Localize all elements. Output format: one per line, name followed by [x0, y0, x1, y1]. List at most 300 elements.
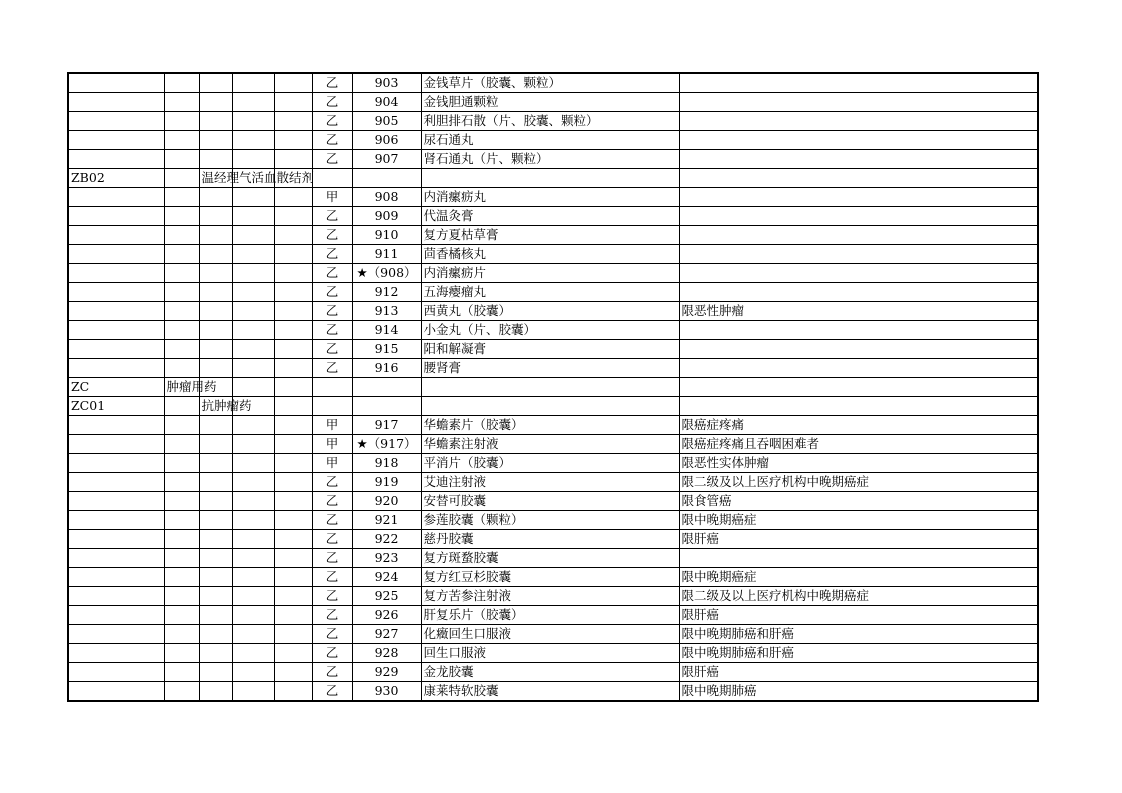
category-code-cell [68, 416, 164, 435]
remark-cell: 限恶性实体肿瘤 [679, 454, 1038, 473]
table-row [68, 340, 1038, 359]
table-row [68, 378, 1038, 397]
drug-name-cell: 康莱特软胶囊 [421, 682, 679, 702]
level4-empty-cell [274, 587, 312, 606]
level3-empty-cell [232, 226, 274, 245]
remark-cell [679, 150, 1038, 169]
drug-class-cell [312, 397, 352, 416]
level2-name-cell [199, 226, 232, 245]
table-row [68, 283, 1038, 302]
category-code-cell [68, 188, 164, 207]
level3-empty-cell [232, 416, 274, 435]
level4-empty-cell [274, 511, 312, 530]
table-row [68, 226, 1038, 245]
remark-cell: 限癌症疼痛 [679, 416, 1038, 435]
level1-name-cell [164, 245, 199, 264]
level2-name-cell [199, 359, 232, 378]
drug-number-cell: 915 [352, 340, 421, 359]
table-row [68, 473, 1038, 492]
table-row [68, 321, 1038, 340]
drug-name-cell: 参莲胶囊（颗粒） [421, 511, 679, 530]
level4-empty-cell [274, 530, 312, 549]
table-row [68, 454, 1038, 473]
level3-empty-cell [232, 473, 274, 492]
drug-class-cell: 乙 [312, 606, 352, 625]
level2-name-cell [199, 454, 232, 473]
drug-name-cell [421, 397, 679, 416]
level3-empty-cell [232, 644, 274, 663]
remark-cell [679, 264, 1038, 283]
drug-number-cell: 919 [352, 473, 421, 492]
drug-class-cell: 乙 [312, 302, 352, 321]
level1-name-cell [164, 112, 199, 131]
level3-empty-cell [232, 264, 274, 283]
drug-number-cell: 924 [352, 568, 421, 587]
level1-name-cell [164, 150, 199, 169]
table-row [68, 511, 1038, 530]
level1-name-cell [164, 283, 199, 302]
drug-name-cell: 复方斑蝥胶囊 [421, 549, 679, 568]
level4-empty-cell [274, 473, 312, 492]
drug-name-cell: 茴香橘核丸 [421, 245, 679, 264]
table-row [68, 169, 1038, 188]
remark-cell: 限中晚期肺癌和肝癌 [679, 644, 1038, 663]
drug-class-cell [312, 169, 352, 188]
category-code-cell [68, 340, 164, 359]
level3-empty-cell [232, 663, 274, 682]
level4-empty-cell [274, 264, 312, 283]
level3-empty-cell [232, 321, 274, 340]
table-row [68, 131, 1038, 150]
drug-class-cell: 甲 [312, 435, 352, 454]
level1-name-cell [164, 302, 199, 321]
level3-empty-cell [232, 549, 274, 568]
level4-empty-cell [274, 93, 312, 112]
level3-empty-cell [232, 73, 274, 93]
drug-name-cell: 华蟾素注射液 [421, 435, 679, 454]
drug-number-cell: 925 [352, 587, 421, 606]
remark-cell [679, 378, 1038, 397]
level3-empty-cell [232, 283, 274, 302]
level4-empty-cell [274, 663, 312, 682]
level2-name-cell [199, 188, 232, 207]
drug-name-cell: 金钱胆通颗粒 [421, 93, 679, 112]
drug-list-table [67, 72, 1039, 702]
drug-name-cell: 腰肾膏 [421, 359, 679, 378]
remark-cell: 限癌症疼痛且吞咽困难者 [679, 435, 1038, 454]
drug-number-cell: 923 [352, 549, 421, 568]
level4-empty-cell [274, 606, 312, 625]
remark-cell: 限中晚期肺癌 [679, 682, 1038, 702]
table-row [68, 435, 1038, 454]
level4-empty-cell [274, 188, 312, 207]
level1-name-cell [164, 644, 199, 663]
level1-name-cell [164, 663, 199, 682]
level1-name-cell [164, 473, 199, 492]
level1-name-cell [164, 435, 199, 454]
level2-name-cell [199, 644, 232, 663]
category-code-cell [68, 511, 164, 530]
level2-name-cell [199, 682, 232, 702]
drug-name-cell: 复方苦参注射液 [421, 587, 679, 606]
drug-class-cell: 乙 [312, 73, 352, 93]
drug-name-cell: 阳和解凝膏 [421, 340, 679, 359]
level1-name-cell [164, 169, 199, 188]
remark-cell [679, 188, 1038, 207]
level3-empty-cell [232, 625, 274, 644]
drug-name-cell [421, 169, 679, 188]
drug-name-cell: 复方红豆杉胶囊 [421, 568, 679, 587]
level1-name-cell [164, 492, 199, 511]
level2-name-cell [199, 549, 232, 568]
remark-cell [679, 226, 1038, 245]
drug-number-cell: 918 [352, 454, 421, 473]
level1-name-cell [164, 93, 199, 112]
drug-name-cell: 肝复乐片（胶囊） [421, 606, 679, 625]
category-code-cell [68, 435, 164, 454]
table-row [68, 207, 1038, 226]
level2-name-cell [199, 416, 232, 435]
level4-empty-cell [274, 73, 312, 93]
level2-name-cell [199, 435, 232, 454]
drug-class-cell: 乙 [312, 112, 352, 131]
level2-name-cell: 抗肿瘤药 [199, 397, 232, 416]
drug-name-cell: 慈丹胶囊 [421, 530, 679, 549]
level3-empty-cell [232, 606, 274, 625]
drug-number-cell: 929 [352, 663, 421, 682]
level3-empty-cell [232, 492, 274, 511]
level3-empty-cell [232, 682, 274, 702]
level2-name-cell [199, 131, 232, 150]
category-code-cell [68, 606, 164, 625]
table-row [68, 302, 1038, 321]
category-code-cell [68, 473, 164, 492]
drug-class-cell: 甲 [312, 454, 352, 473]
level1-name-cell [164, 131, 199, 150]
level3-empty-cell [232, 245, 274, 264]
level1-name-cell [164, 73, 199, 93]
category-code-cell [68, 245, 164, 264]
drug-class-cell: 乙 [312, 264, 352, 283]
drug-class-cell: 乙 [312, 492, 352, 511]
level2-name-cell [199, 93, 232, 112]
level2-name-cell [199, 587, 232, 606]
drug-class-cell: 乙 [312, 568, 352, 587]
category-code-cell [68, 131, 164, 150]
remark-cell: 限中晚期肺癌和肝癌 [679, 625, 1038, 644]
level4-empty-cell [274, 378, 312, 397]
category-code-cell: ZC [68, 378, 164, 397]
drug-name-cell: 金龙胶囊 [421, 663, 679, 682]
table-row [68, 73, 1038, 93]
remark-cell [679, 283, 1038, 302]
drug-name-cell: 尿石通丸 [421, 131, 679, 150]
level4-empty-cell [274, 682, 312, 702]
level1-name-cell [164, 416, 199, 435]
drug-name-cell: 回生口服液 [421, 644, 679, 663]
table-row [68, 568, 1038, 587]
table-row [68, 549, 1038, 568]
level4-empty-cell [274, 150, 312, 169]
level2-name-cell [199, 321, 232, 340]
level2-name-cell [199, 150, 232, 169]
category-code-cell: ZB02 [68, 169, 164, 188]
remark-cell: 限二级及以上医疗机构中晚期癌症 [679, 473, 1038, 492]
level4-empty-cell [274, 397, 312, 416]
level1-name-cell [164, 188, 199, 207]
drug-class-cell: 乙 [312, 587, 352, 606]
category-code-cell [68, 226, 164, 245]
level4-empty-cell [274, 283, 312, 302]
level4-empty-cell [274, 625, 312, 644]
drug-class-cell: 乙 [312, 549, 352, 568]
remark-cell [679, 397, 1038, 416]
drug-name-cell: 艾迪注射液 [421, 473, 679, 492]
drug-class-cell: 乙 [312, 93, 352, 112]
drug-class-cell: 乙 [312, 530, 352, 549]
drug-number-cell: 922 [352, 530, 421, 549]
table-row [68, 625, 1038, 644]
level3-empty-cell [232, 435, 274, 454]
drug-name-cell [421, 378, 679, 397]
drug-number-cell: 904 [352, 93, 421, 112]
level2-name-cell [199, 530, 232, 549]
drug-class-cell: 乙 [312, 131, 352, 150]
category-code-cell [68, 321, 164, 340]
drug-number-cell: 906 [352, 131, 421, 150]
drug-class-cell: 乙 [312, 473, 352, 492]
drug-name-cell: 小金丸（片、胶囊） [421, 321, 679, 340]
level2-name-cell [199, 663, 232, 682]
level1-name-cell [164, 207, 199, 226]
level1-name-cell [164, 587, 199, 606]
remark-cell [679, 169, 1038, 188]
level1-name-cell [164, 397, 199, 416]
level4-empty-cell [274, 340, 312, 359]
drug-number-cell: 920 [352, 492, 421, 511]
level4-empty-cell [274, 131, 312, 150]
drug-number-cell: 909 [352, 207, 421, 226]
table-row [68, 245, 1038, 264]
drug-name-cell: 化癥回生口服液 [421, 625, 679, 644]
level2-name-cell [199, 606, 232, 625]
level2-name-cell [199, 264, 232, 283]
remark-cell: 限肝癌 [679, 530, 1038, 549]
level3-empty-cell [232, 302, 274, 321]
level2-name-cell [199, 568, 232, 587]
drug-name-cell: 肾石通丸（片、颗粒） [421, 150, 679, 169]
drug-class-cell: 乙 [312, 207, 352, 226]
drug-number-cell: 914 [352, 321, 421, 340]
level2-name-cell [199, 283, 232, 302]
category-code-cell [68, 302, 164, 321]
level1-name-cell [164, 606, 199, 625]
drug-class-cell: 乙 [312, 625, 352, 644]
category-code-cell [68, 283, 164, 302]
table-row [68, 112, 1038, 131]
table-row [68, 492, 1038, 511]
remark-cell [679, 321, 1038, 340]
remark-cell [679, 245, 1038, 264]
category-code-cell [68, 663, 164, 682]
drug-class-cell: 乙 [312, 321, 352, 340]
category-code-cell [68, 150, 164, 169]
level1-name-cell [164, 625, 199, 644]
level1-name-cell [164, 340, 199, 359]
table-row [68, 188, 1038, 207]
category-code-cell [68, 625, 164, 644]
level2-name-cell [199, 73, 232, 93]
drug-class-cell: 乙 [312, 340, 352, 359]
table-row [68, 663, 1038, 682]
drug-name-cell: 内消瘰疬片 [421, 264, 679, 283]
level3-empty-cell [232, 378, 274, 397]
level3-empty-cell [232, 568, 274, 587]
level1-name-cell [164, 226, 199, 245]
remark-cell: 限中晚期癌症 [679, 511, 1038, 530]
remark-cell: 限食管癌 [679, 492, 1038, 511]
remark-cell [679, 207, 1038, 226]
level4-empty-cell [274, 112, 312, 131]
level3-empty-cell [232, 530, 274, 549]
table-row [68, 416, 1038, 435]
remark-cell: 限恶性肿瘤 [679, 302, 1038, 321]
drug-number-cell: ★（917） [352, 435, 421, 454]
drug-class-cell: 乙 [312, 644, 352, 663]
drug-number-cell [352, 169, 421, 188]
category-code-cell [68, 264, 164, 283]
drug-number-cell [352, 397, 421, 416]
level4-empty-cell [274, 492, 312, 511]
category-code-cell [68, 644, 164, 663]
level3-empty-cell [232, 131, 274, 150]
category-code-cell [68, 207, 164, 226]
drug-class-cell: 乙 [312, 682, 352, 702]
level2-name-cell [199, 511, 232, 530]
level4-empty-cell [274, 245, 312, 264]
level2-name-cell: 温经理气活血散结剂 [199, 169, 232, 188]
category-code-cell: ZC01 [68, 397, 164, 416]
level3-empty-cell [232, 587, 274, 606]
category-code-cell [68, 530, 164, 549]
level2-name-cell [199, 207, 232, 226]
table-row [68, 606, 1038, 625]
drug-name-cell: 利胆排石散（片、胶囊、颗粒） [421, 112, 679, 131]
remark-cell: 限二级及以上医疗机构中晚期癌症 [679, 587, 1038, 606]
level4-empty-cell [274, 454, 312, 473]
remark-cell [679, 549, 1038, 568]
drug-number-cell: 930 [352, 682, 421, 702]
category-code-cell [68, 359, 164, 378]
level4-empty-cell [274, 416, 312, 435]
table-row [68, 359, 1038, 378]
drug-number-cell: 912 [352, 283, 421, 302]
drug-class-cell: 乙 [312, 150, 352, 169]
drug-number-cell: 916 [352, 359, 421, 378]
level4-empty-cell [274, 549, 312, 568]
table-row [68, 530, 1038, 549]
level4-empty-cell [274, 321, 312, 340]
level1-name-cell [164, 682, 199, 702]
level3-empty-cell [232, 454, 274, 473]
category-code-cell [68, 549, 164, 568]
level1-name-cell [164, 359, 199, 378]
drug-class-cell: 乙 [312, 283, 352, 302]
drug-number-cell: 927 [352, 625, 421, 644]
drug-number-cell: ★（908） [352, 264, 421, 283]
table-row [68, 682, 1038, 702]
drug-class-cell: 甲 [312, 416, 352, 435]
level2-name-cell [199, 245, 232, 264]
level3-empty-cell [232, 150, 274, 169]
level1-name-cell: 肿瘤用药 [164, 378, 199, 397]
level1-name-cell [164, 321, 199, 340]
level4-empty-cell [274, 359, 312, 378]
drug-name-cell: 安替可胶囊 [421, 492, 679, 511]
drug-number-cell: 910 [352, 226, 421, 245]
table-row [68, 397, 1038, 416]
table-row [68, 587, 1038, 606]
table-row [68, 93, 1038, 112]
remark-cell [679, 93, 1038, 112]
drug-name-cell: 金钱草片（胶囊、颗粒） [421, 73, 679, 93]
level2-name-cell [199, 112, 232, 131]
remark-cell [679, 131, 1038, 150]
level4-empty-cell [274, 644, 312, 663]
level1-name-cell [164, 530, 199, 549]
level2-name-cell [199, 340, 232, 359]
level3-empty-cell [232, 511, 274, 530]
level2-name-cell [199, 302, 232, 321]
drug-name-cell: 内消瘰疬丸 [421, 188, 679, 207]
drug-number-cell: 926 [352, 606, 421, 625]
level4-empty-cell [274, 207, 312, 226]
level4-empty-cell [274, 302, 312, 321]
level3-empty-cell [232, 112, 274, 131]
level3-empty-cell [232, 340, 274, 359]
drug-name-cell: 五海瘿瘤丸 [421, 283, 679, 302]
level2-name-cell [199, 492, 232, 511]
table-body [68, 73, 1038, 701]
drug-number-cell: 911 [352, 245, 421, 264]
table-row [68, 644, 1038, 663]
level3-empty-cell [232, 188, 274, 207]
category-code-cell [68, 73, 164, 93]
remark-cell: 限中晚期癌症 [679, 568, 1038, 587]
drug-number-cell [352, 378, 421, 397]
category-code-cell [68, 492, 164, 511]
level1-name-cell [164, 568, 199, 587]
drug-number-cell: 907 [352, 150, 421, 169]
level4-empty-cell [274, 435, 312, 454]
drug-name-cell: 代温灸膏 [421, 207, 679, 226]
level2-name-cell [199, 473, 232, 492]
drug-number-cell: 905 [352, 112, 421, 131]
category-code-cell [68, 112, 164, 131]
level2-name-cell [199, 625, 232, 644]
drug-class-cell: 乙 [312, 245, 352, 264]
drug-class-cell: 乙 [312, 359, 352, 378]
drug-class-cell: 乙 [312, 511, 352, 530]
remark-cell [679, 112, 1038, 131]
table-row [68, 150, 1038, 169]
level3-empty-cell [232, 207, 274, 226]
table-row [68, 264, 1038, 283]
drug-number-cell: 903 [352, 73, 421, 93]
remark-cell [679, 73, 1038, 93]
remark-cell [679, 340, 1038, 359]
drug-name-cell: 华蟾素片（胶囊） [421, 416, 679, 435]
